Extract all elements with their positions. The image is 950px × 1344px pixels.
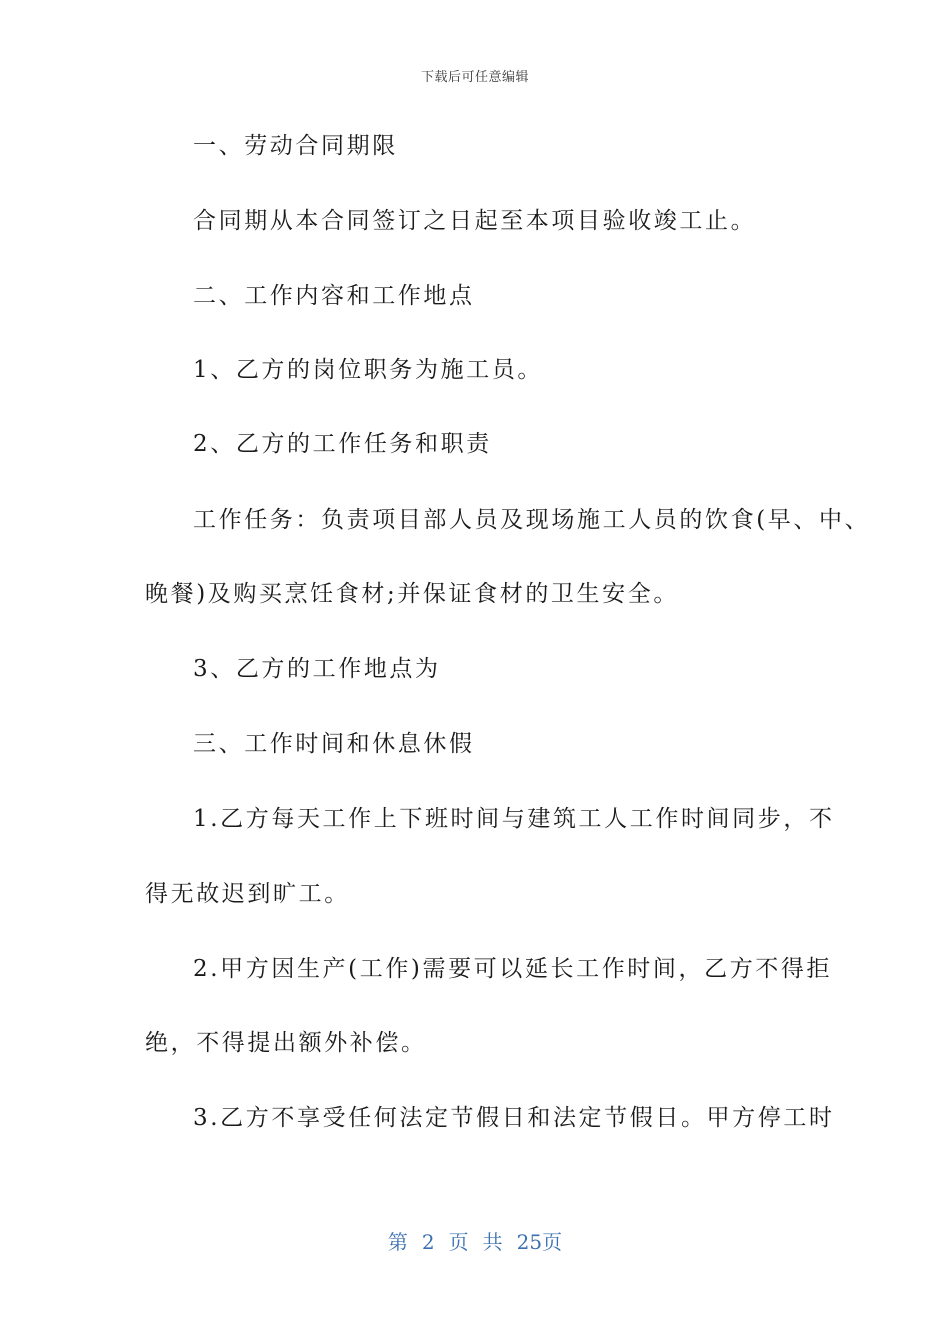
section-heading: 一、劳动合同期限	[193, 133, 398, 159]
paragraph-line: 1、乙方的岗位职务为施工员。	[193, 357, 544, 383]
paragraph-line: 2.甲方因生产(工作)需要可以延长工作时间，乙方不得拒	[193, 956, 833, 982]
paragraph-line: 1.乙方每天工作上下班时间与建筑工人工作时间同步，不	[193, 806, 835, 832]
paragraph-line: 2、乙方的工作任务和职责	[193, 431, 492, 457]
total-word: 共	[482, 1230, 503, 1254]
section-heading: 三、工作时间和休息休假	[193, 731, 475, 757]
total-pages: 25页	[516, 1230, 563, 1254]
page-number: 2	[421, 1230, 435, 1254]
page-footer	[0, 1226, 950, 1255]
page-word: 第	[387, 1230, 408, 1254]
paragraph-line: 晚餐)及购买烹饪食材;并保证食材的卫生安全。	[145, 581, 679, 607]
paragraph-line: 工作任务：负责项目部人员及现场施工人员的饮食(早、中、	[193, 507, 871, 533]
page-header: 下载后可任意编辑	[420, 70, 529, 85]
page-unit: 页	[448, 1230, 469, 1254]
paragraph-line: 合同期从本合同签订之日起至本项目验收竣工止。	[193, 208, 757, 234]
section-heading: 二、工作内容和工作地点	[193, 283, 475, 309]
paragraph-line: 得无故迟到旷工。	[145, 881, 350, 907]
paragraph-line: 3.乙方不享受任何法定节假日和法定节假日。甲方停工时	[193, 1105, 835, 1131]
paragraph-line: 绝，不得提出额外补偿。	[145, 1030, 427, 1056]
paragraph-line: 3、乙方的工作地点为	[193, 656, 441, 682]
